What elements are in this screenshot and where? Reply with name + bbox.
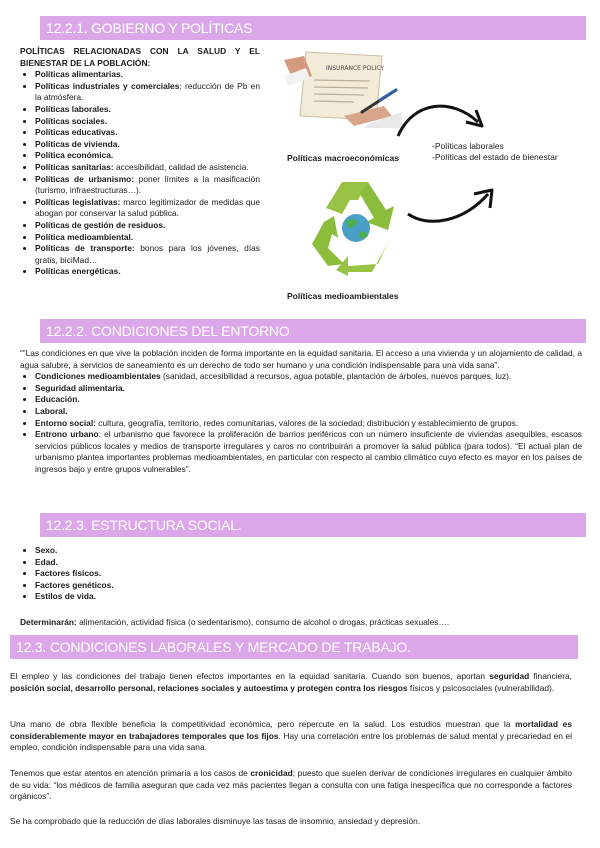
determinaran-label: Determinarán: — [20, 617, 77, 627]
list-item — [35, 139, 260, 151]
list-item: • Estilos de vida. — [35, 591, 580, 603]
list-item-heading: Políticas de urbanismo: — [35, 173, 135, 184]
list-item: • Sexo. — [35, 545, 580, 557]
list-item-text: : el urbanismo que favorece la proliferación de barrios periféricos con un número insuficiente de viviendas asequibles, escasos servicios públicos locales y medios de transporte irregulares y caros no contribuirán a promover la salud pública (para todos). “El actual plan de urbanismo plantea importantes problemas medioambientales, en particular con respecto al cambio climático cuyo efecto es mayor en los países de ingresos bajo y entre grupos vulnerables”. — [35, 429, 582, 474]
list-item-text: accesibilidad, calidad de asistencia. — [113, 161, 249, 172]
list-item — [35, 69, 260, 81]
recycle-icon — [306, 176, 406, 276]
body-text: Se ha comprobado que la reducción de días laborales disminuye las tasas de insomnio, ansiedad y depresión. — [10, 816, 421, 826]
list-item-text: cultura, geografía, territorio, redes comunitarias, valores de la sociedad; distribución y establecimiento de grupos. — [95, 417, 519, 428]
laborales-p1 — [10, 671, 572, 694]
policies-list — [20, 69, 260, 278]
list-item — [35, 394, 582, 406]
emphasis-text: seguridad — [489, 671, 530, 681]
list-item — [35, 220, 260, 232]
entorno-quote: “”Las condiciones en que vive la población inciden de forma importante en la equidad sanitaria. El acceso a una vivienda y un alojamiento de calidad, a agua salubre, a servicios de saneamiento es un derecho de todo ser humano y una condición indispensable para una vida sana”. — [20, 348, 582, 370]
estructura-list — [20, 545, 580, 603]
list-item-heading: Condiciones medioambientales — [35, 371, 161, 382]
list-item-heading: Políticas laborales. — [35, 103, 111, 114]
list-item-heading: Políticas energéticas. — [35, 266, 121, 277]
list-item — [35, 197, 260, 220]
policies-intro: POLÍTICAS RELACIONADAS CON LA SALUD Y EL BIENESTAR DE LA POBLACIÓN: — [20, 46, 260, 68]
environment-label: Políticas medioambientales — [287, 291, 399, 301]
list-item-text: poner límites a la masificación (turismo, infraestructuras…). — [35, 173, 260, 196]
macro-side-list — [432, 141, 558, 163]
list-item — [35, 162, 260, 174]
entorno-list — [20, 371, 582, 475]
list-item-heading: Entrono urbano — [35, 429, 99, 440]
list-item-heading: Políticas alimentarias. — [35, 69, 123, 80]
list-item: • Factores genéticos. — [35, 580, 580, 592]
list-item — [35, 232, 260, 244]
list-item: • Edad. — [35, 557, 580, 569]
body-text: El empleo y las condiciones del trabajo tienen efectos importantes en la equidad sanitaria. Cuando son buenos, aportan — [10, 671, 490, 681]
list-item — [35, 104, 260, 116]
section-header-estructura: 12.2.3. ESTRUCTURA SOCIAL. — [40, 513, 586, 537]
determinaran-line — [20, 617, 580, 629]
section-header-gobierno: 12.2.1. GOBIERNO Y POLÍTICAS — [40, 16, 586, 40]
section-header-entorno: 12.2.2. CONDICIONES DEL ENTORNO — [40, 319, 586, 343]
list-item-heading: Política medioambiental. — [35, 231, 134, 242]
macro-side-item: -Políticas laborales — [432, 141, 504, 151]
list-item-heading: Políticas industriales y comerciales — [35, 80, 180, 91]
arrow-macro-icon — [394, 96, 486, 140]
body-text: . Hay una correlación entre los problemas de salud mental y precariedad en el empleo, condición indispensable para una vida sana. — [10, 730, 572, 753]
list-item-heading: Políticas legislativas: — [35, 196, 121, 207]
emphasis-text: posición social, desarrollo personal, relaciones sociales y autoestima y protegen contra los riesgos — [10, 682, 408, 693]
body-text: Una mano de obra flexible beneficia la competitividad económica, pero repercute en la salud. Los estudios muestran que la — [10, 719, 516, 729]
list-item — [35, 418, 582, 430]
body-text: ; puesto que suelen derivar de condiciones irregulares en cualquier ámbito de su vida: “los médicos de familia aseguran que cada vez más pacientes llegan a consulta con una fatiga inespecífica que no corresponde a factores orgánicos”. — [10, 768, 572, 802]
list-item — [35, 174, 260, 197]
emphasis-text: mortalidad es considerablemente mayor en trabajadores temporales que los fijos — [10, 719, 572, 741]
list-item-heading: Seguridad alimentaria. — [35, 382, 125, 393]
list-item — [35, 81, 260, 104]
list-item-text: (sanidad, accesibilidad a recursos, agua potable, plantación de árboles, nuevos parques, luz). — [160, 371, 512, 382]
entorno-block — [20, 348, 582, 476]
list-item — [35, 243, 260, 266]
policy-document-illustration — [284, 46, 402, 128]
body-text: Tenemos que estar atentos en atención primaria a los casos de — [10, 768, 251, 778]
estructura-block — [20, 545, 580, 603]
list-item — [35, 116, 260, 128]
list-item — [35, 371, 582, 383]
list-item-heading: Educación. — [35, 394, 80, 405]
list-item-heading: Políticas sociales. — [35, 115, 108, 126]
list-item — [35, 150, 260, 162]
list-item-heading: Políticas de transporte: — [35, 243, 135, 254]
body-text: financiera, — [529, 671, 572, 681]
body-text: físicos y psicosociales (vulnerabilidad). — [407, 682, 555, 693]
laborales-p3 — [10, 768, 572, 803]
section-header-laborales: 12.3. CONDICIONES LABORALES Y MERCADO DE TRABAJO. — [10, 635, 578, 659]
list-item-heading: Entorno social: — [35, 417, 96, 428]
list-item — [35, 127, 260, 139]
policies-block — [20, 46, 260, 278]
list-item — [35, 383, 582, 395]
arrow-environment-icon — [404, 186, 496, 230]
list-item-heading: Políticas de gestión de residuos. — [35, 219, 166, 230]
list-item — [35, 266, 260, 278]
list-item-text: marco legitimizador de medidas que abogan por conservar la salud pública. — [35, 196, 260, 219]
list-item-text: bonos para los jóvenes, días gratis, biciMad… — [35, 243, 260, 265]
list-item — [35, 429, 582, 475]
list-item-heading: Política económica. — [35, 150, 114, 161]
list-item-heading: Políticas educativas. — [35, 127, 118, 138]
list-item-heading: Políticas de vivienda. — [35, 138, 120, 149]
list-item: • Factores físicos. — [35, 568, 580, 580]
laborales-p4 — [10, 816, 572, 828]
determinaran-text: alimentación, actividad física (o sedentarismo), consumo de alcohol o drogas, prácticas sexuales…. — [76, 617, 450, 627]
list-item-heading: Laboral. — [35, 405, 68, 416]
macro-side-item: -Políticas del estado de bienestar — [432, 152, 558, 162]
emphasis-text: cronicidad — [250, 768, 293, 778]
list-item — [35, 406, 582, 418]
policy-document-title: INSURANCE POLICY — [326, 65, 385, 72]
macro-label: Políticas macroeconómicas — [287, 153, 399, 163]
list-item-text: : reducción de Pb en la atmósfera. — [35, 80, 261, 103]
laborales-p2 — [10, 719, 572, 754]
list-item-heading: Políticas sanitarias: — [35, 161, 114, 172]
